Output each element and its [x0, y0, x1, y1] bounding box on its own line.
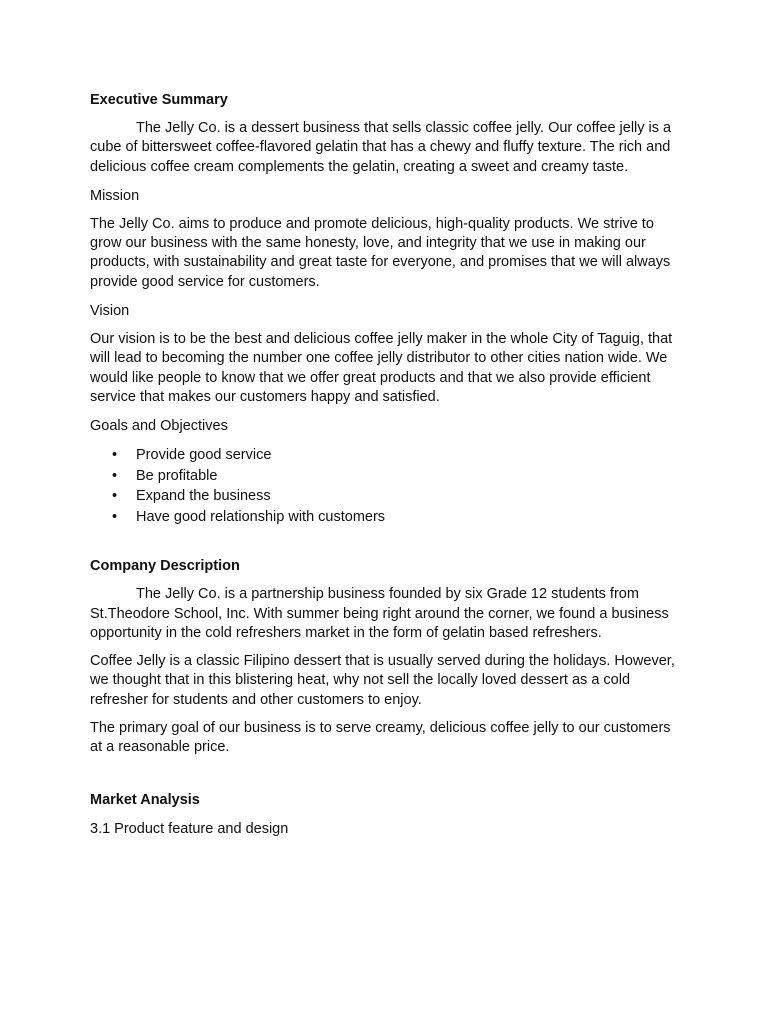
company-description-para-1: The Jelly Co. is a partnership business founded by six Grade 12 students from St.Theodore School, Inc. With summer being right around the corner, we found a business opportunity in the cold refreshers market in the form of gelatin based refreshers.	[90, 586, 669, 641]
company-description-para-2: Coffee Jelly is a classic Filipino dessert that is usually served during the holidays. However, we thought that in this blistering heat, why not sell the locally loved dessert as a cold refresher for students and other customers to enjoy.	[90, 653, 675, 708]
document-page	[90, 90, 680, 848]
bullet-icon: •	[112, 447, 118, 464]
mission-body: The Jelly Co. aims to produce and promote delicious, high-quality products. We strive to grow our business with the same honesty, love, and integrity that we use in making our products, with sustainability and great taste for everyone, and promises that we will always provide good service for customers.	[90, 215, 671, 290]
executive-summary-body: The Jelly Co. is a dessert business that sells classic coffee jelly. Our coffee jelly is a cube of bittersweet coffee-flavored gelatin that has a chewy and fluffy texture. The rich and delicious coffee cream complements the gelatin, creating a sweet and creamy taste.	[90, 120, 672, 175]
vision-label: Vision	[90, 303, 130, 320]
goals-label: Goals and Objectives	[90, 418, 228, 435]
executive-summary-heading: Executive Summary	[90, 92, 228, 108]
mission-label: Mission	[90, 187, 140, 204]
market-analysis-heading: Market Analysis	[90, 791, 200, 808]
bullet-icon: •	[112, 508, 118, 525]
list-item	[90, 507, 680, 528]
section-spacer	[90, 527, 680, 556]
market-analysis-subsection: 3.1 Product feature and design	[90, 820, 289, 837]
goal-text: Be profitable	[136, 467, 218, 484]
company-description-heading: Company Description	[90, 558, 240, 575]
goal-text: Provide good service	[136, 447, 272, 464]
goals-list	[90, 445, 680, 527]
bullet-icon: •	[112, 467, 118, 484]
section-spacer	[90, 767, 680, 790]
vision-body: Our vision is to be the best and delicious coffee jelly maker in the whole City of Taguig, that will lead to becoming the number one coffee jelly distributor to other cities nation wide. We would like people to know that we offer great products and that we also provide efficient service that makes our customers happy and satisfied.	[90, 331, 673, 405]
company-description-para-3: The primary goal of our business is to serve creamy, delicious coffee jelly to our customers at a reasonable price.	[90, 720, 671, 756]
list-item	[90, 445, 680, 466]
list-item	[90, 486, 680, 507]
list-item	[90, 466, 680, 487]
goal-text: Expand the business	[136, 488, 271, 505]
goal-text: Have good relationship with customers	[136, 508, 386, 525]
bullet-icon: •	[112, 488, 118, 505]
